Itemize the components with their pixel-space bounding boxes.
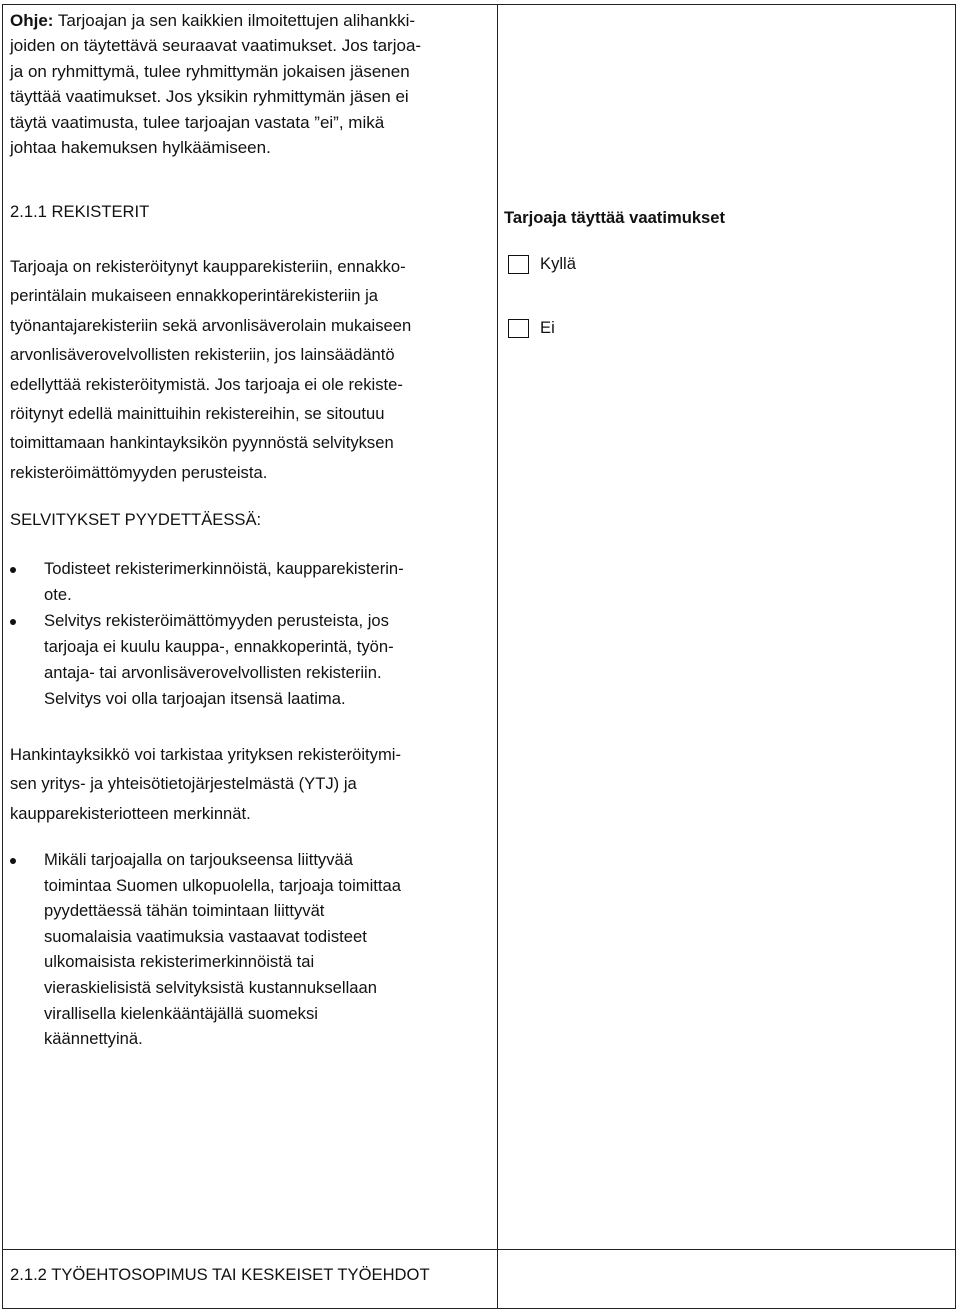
paragraph-line: röitynyt edellä mainittuihin rekistereihin, se sitoutuu (10, 404, 385, 424)
instruction-line: täytä vaatimusta, tulee tarjoajan vastata ”ei”, mikä (10, 112, 385, 132)
instruction-line: täyttää vaatimukset. Jos yksikin ryhmittymän jäsen ei (10, 87, 409, 107)
verification-paragraph (10, 740, 490, 828)
paragraph-line: perintälain mukaiseen ennakkoperintärekisteriin ja (10, 286, 379, 306)
paragraph-line: sen yritys- ja yhteisötietojärjestelmästä (YTJ) ja (10, 774, 357, 794)
instruction-line: johtaa hakemuksen hylkäämiseen. (10, 138, 271, 158)
paragraph-line: Hankintayksikkö voi tarkistaa yrityksen rekisteröitymi- (10, 745, 401, 764)
no-label: Ei (540, 318, 555, 337)
paragraph-line: työnantajarekisteriin sekä arvonlisäverolain mukaiseen (10, 315, 412, 335)
instruction-line: ja on ryhmittymä, tulee ryhmittymän jokaisen jäsenen (10, 61, 410, 81)
row-divider (2, 1249, 956, 1250)
instruction-line: Ohje: Tarjoajan ja sen kaikkien ilmoitettujen alihankki- (10, 11, 416, 30)
option-no[interactable] (508, 316, 555, 340)
list-item: Mikäli tarjoajalla on tarjoukseensa liittyvää toimintaa Suomen ulkopuolella, tarjoaja toimittaa pyydettäessä tähän toimintaan liittyvät suomalaisia vaatimuksia vastaavat todisteet ulkomaisista rekisterimerkinnöistä tai vieraskielisistä selvityksistä kustannuksellaan virallisella kielenkääntäjällä suomeksi käännettyinä. (10, 847, 490, 1052)
paragraph-line: kaupparekisteriotteen merkinnät. (10, 803, 251, 823)
instruction-label: Ohje: (10, 11, 54, 30)
next-section-title: 2.1.2 TYÖEHTOSOPIMUS TAI KESKEISET TYÖEHDOT (10, 1265, 430, 1284)
list-item: Todisteet rekisterimerkinnöistä, kaupparekisterin- ote. (10, 556, 490, 608)
bullet-icon (10, 567, 16, 573)
yes-checkbox[interactable] (508, 255, 529, 274)
bullet-icon (10, 858, 16, 864)
paragraph-line: arvonlisäverovelvollisten rekisteriin, jos lainsäädäntö (10, 345, 395, 365)
bullet-icon (10, 619, 16, 625)
paragraph-line: rekisteröimättömyyden perusteista. (10, 462, 268, 482)
paragraph-line: toimittamaan hankintayksikön pyynnöstä selvityksen (10, 433, 394, 453)
requirement-paragraph (10, 252, 490, 487)
paragraph-line: Tarjoaja on rekisteröitynyt kaupparekisteriin, ennakko- (10, 257, 406, 276)
list-item: Selvitys rekisteröimättömyyden perusteista, jos tarjoaja ei kuulu kauppa-, ennakkoperintä, työn- antaja- tai arvonlisäverovelvollisten rekisteriin. Selvitys voi olla tarjoajan itsensä laatima. (10, 608, 490, 712)
section-title: 2.1.1 REKISTERIT (10, 202, 150, 221)
instruction-line: joiden on täytettävä seuraavat vaatimukset. Jos tarjoa- (10, 36, 422, 56)
foreign-activity-list (10, 847, 490, 1052)
evidence-list (10, 556, 490, 712)
response-heading: Tarjoaja täyttää vaatimukset (504, 208, 726, 227)
paragraph-line: edellyttää rekisteröitymistä. Jos tarjoaja ei ole rekiste- (10, 374, 403, 394)
evidence-heading: SELVITYKSET PYYDETTÄESSÄ: (10, 510, 262, 529)
no-checkbox[interactable] (508, 319, 529, 338)
column-divider (497, 4, 498, 1309)
instruction-note (10, 8, 490, 160)
option-yes[interactable] (508, 252, 576, 276)
yes-label: Kyllä (540, 254, 576, 273)
